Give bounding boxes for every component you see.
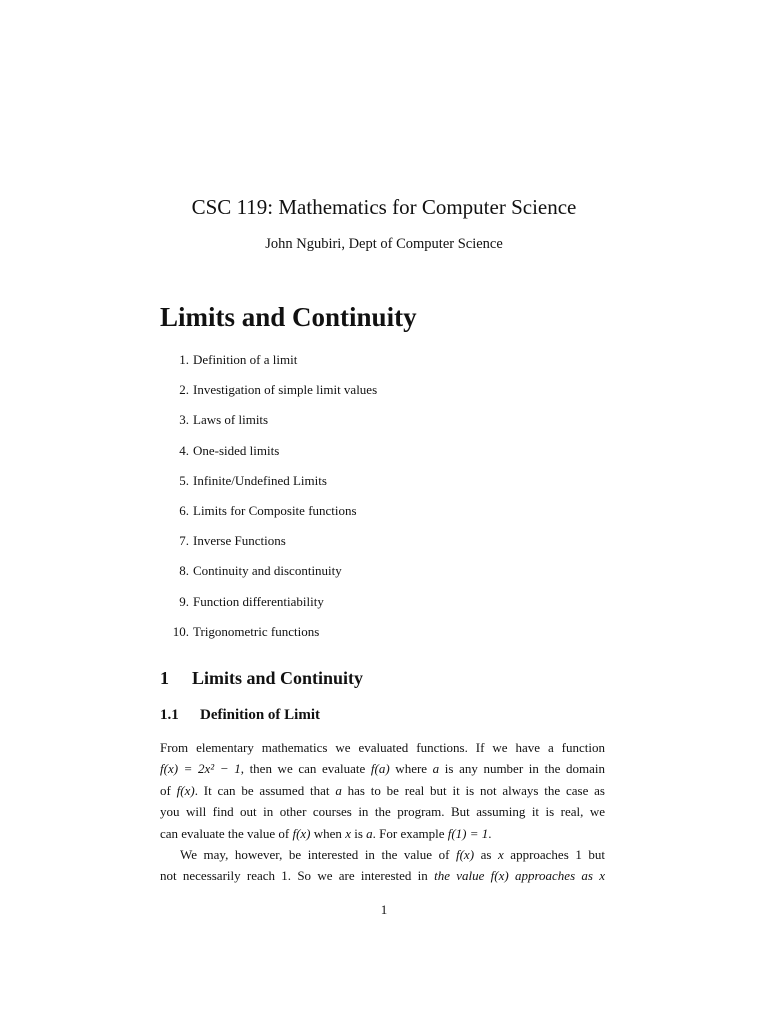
text-span: We may, however, be interested in the value of (180, 846, 456, 862)
text-span: has to be real but it is not always the case as (341, 782, 605, 798)
toc-item (160, 382, 377, 412)
text-line (160, 758, 605, 779)
text-span: From elementary mathematics we evaluated functions. If we have a function (160, 740, 605, 755)
text-line (160, 865, 605, 886)
document-title: Limits and Continuity (160, 302, 417, 332)
toc-item (160, 473, 377, 503)
math-span: a (335, 782, 342, 798)
toc-number: 2. (179, 382, 189, 398)
table-of-contents (160, 352, 377, 654)
paragraph (160, 844, 605, 887)
text-span: when (310, 825, 346, 841)
math-span: f(x) (292, 825, 311, 841)
toc-number: 8. (179, 563, 189, 579)
text-span: . (488, 825, 492, 841)
toc-item (160, 352, 377, 382)
text-span: you will find out in other courses in the program. But assuming it is real, we (160, 804, 605, 820)
author-line: John Ngubiri, Dept of Computer Science (265, 236, 503, 252)
toc-item (160, 594, 377, 624)
page-number: 1 (380, 902, 388, 917)
toc-number: 7. (179, 533, 189, 549)
section-number: 1 (160, 668, 169, 688)
toc-number: 1. (179, 352, 189, 367)
toc-label: Infinite/Undefined Limits (193, 472, 327, 488)
math-span: a (432, 761, 440, 777)
text-line (160, 844, 605, 865)
toc-number: 6. (179, 502, 189, 518)
math-span: f(x) = 2x² − 1 (160, 761, 241, 777)
toc-label: Definition of a limit (193, 352, 298, 367)
toc-item (160, 533, 377, 563)
toc-item (160, 412, 377, 442)
toc-label: Laws of limits (193, 412, 269, 428)
toc-number: 10. (172, 623, 189, 639)
toc-item (160, 624, 377, 654)
text-span: . For example (372, 825, 448, 841)
text-span: of (160, 782, 177, 798)
toc-item (160, 443, 377, 473)
math-span: f(1) = 1 (447, 825, 489, 841)
course-title: CSC 119: Mathematics for Computer Science (191, 195, 577, 219)
text-span: can evaluate the value of (160, 825, 293, 841)
math-span: f(x) (176, 782, 195, 798)
subsection-number: 1.1 (160, 707, 179, 723)
section-title: Limits and Continuity (192, 668, 364, 688)
text-line (160, 823, 605, 844)
text-span: approaches 1 but (503, 846, 605, 862)
toc-item (160, 563, 377, 593)
body-text (160, 737, 605, 887)
text-span: not necessarily reach 1. So we are interested in (160, 868, 435, 884)
toc-label: Continuity and discontinuity (193, 563, 342, 579)
toc-label: One-sided limits (193, 442, 280, 458)
math-span: a (366, 825, 373, 841)
paragraph (160, 737, 605, 844)
text-line (160, 737, 605, 758)
section-heading (160, 668, 363, 689)
toc-label: Function differentiability (193, 593, 324, 609)
subsection-heading (160, 707, 320, 724)
toc-label: Inverse Functions (193, 533, 286, 549)
text-line (160, 780, 605, 801)
toc-label: Trigonometric functions (193, 623, 320, 639)
text-span: . It can be assumed that (194, 782, 336, 798)
text-span: , then we can evaluate (240, 761, 371, 777)
toc-label: Limits for Composite functions (193, 502, 357, 518)
math-span: x (345, 825, 351, 841)
toc-number: 3. (179, 412, 189, 428)
math-span: the value f(x) approaches as x (434, 868, 605, 884)
text-span: as (474, 846, 498, 862)
text-span: where (389, 761, 433, 777)
math-span: f(x) (455, 846, 475, 862)
toc-number: 9. (179, 593, 189, 609)
math-span: f(a) (370, 761, 390, 777)
toc-number: 4. (179, 442, 189, 458)
text-span: is (350, 825, 367, 841)
subsection-title: Definition of Limit (200, 707, 320, 723)
toc-label: Investigation of simple limit values (193, 382, 378, 398)
toc-number: 5. (179, 472, 189, 488)
math-span: x (497, 846, 504, 862)
text-span: is any number in the domain (439, 761, 605, 777)
toc-item (160, 503, 377, 533)
text-line (160, 801, 605, 822)
